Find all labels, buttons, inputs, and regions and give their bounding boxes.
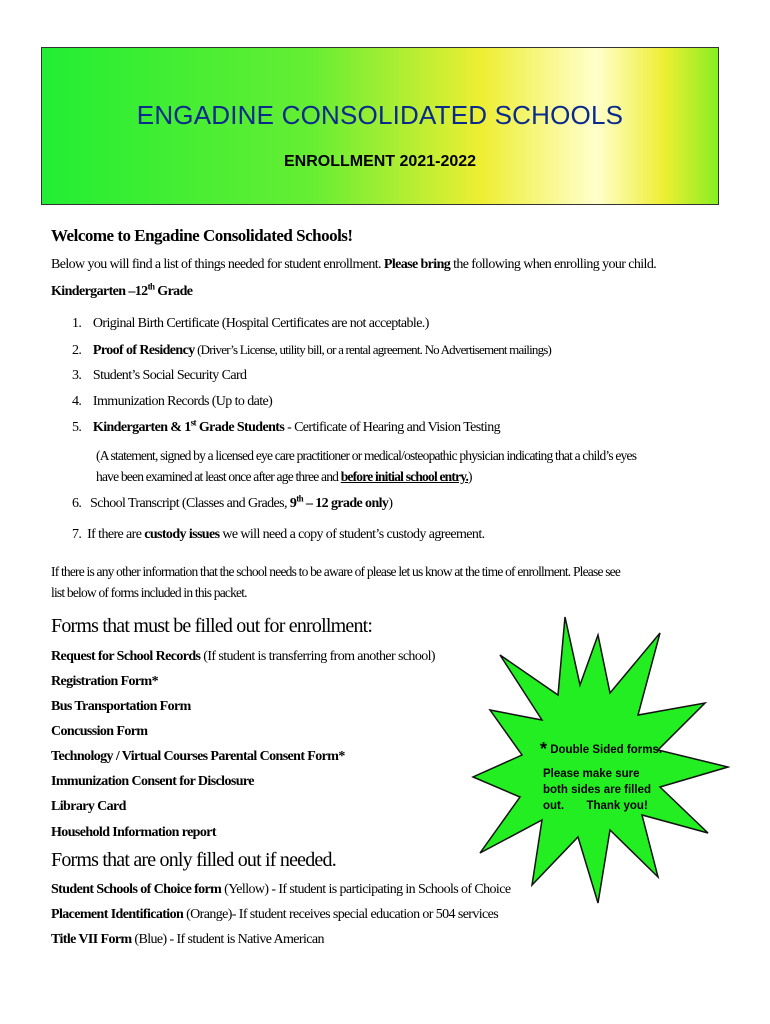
optional-forms-heading: Forms that are only filled out if needed. xyxy=(51,849,336,871)
item5-note-line2: have been examined at least once after age three and before initial school entry.) xyxy=(96,469,472,484)
starburst-shape xyxy=(473,617,728,903)
starburst-line3: both sides are filled xyxy=(543,784,651,796)
form-item: Bus Transportation Form xyxy=(51,699,191,714)
list-item: 2. Proof of Residency (Driver’s License, utility bill, or a rental agreement. No Advertisement mailings) xyxy=(72,342,552,358)
form-item: Technology / Virtual Courses Parental Consent Form* xyxy=(51,749,345,764)
school-title: ENGADINE CONSOLIDATED SCHOOLS xyxy=(136,100,624,130)
starburst-line2: Please make sure xyxy=(543,768,640,780)
starburst-line1: * Double Sided forms. xyxy=(540,739,663,759)
form-item: Registration Form* xyxy=(51,674,159,689)
starburst-line4: out. Thank you! xyxy=(543,800,648,812)
other-info-line2: list below of forms included in this packet. xyxy=(51,585,247,600)
form-item: Immunization Consent for Disclosure xyxy=(51,774,254,789)
grade-range: Kindergarten –12th Grade xyxy=(51,281,193,299)
form-item: Placement Identification (Orange)- If student receives special education or 504 services xyxy=(51,907,499,922)
list-item: 7. If there are custody issues we will need a copy of student’s custody agreement. xyxy=(72,527,485,542)
list-item: 6. School Transcript (Classes and Grades, 9th – 12 grade only) xyxy=(72,493,393,511)
form-item: Concussion Form xyxy=(51,724,148,739)
list-item: 1. Original Birth Certificate (Hospital Certificates are not acceptable.) xyxy=(72,316,429,331)
header-banner xyxy=(41,47,719,205)
item5-note-line1: (A statement, signed by a licensed eye care practitioner or medical/osteopathic physician indicating that a child’s eyes xyxy=(96,448,637,463)
list-item: 3. Student’s Social Security Card xyxy=(72,368,247,383)
starburst-callout xyxy=(470,615,730,905)
welcome-heading: Welcome to Engadine Consolidated Schools! xyxy=(51,226,353,245)
list-item: 4. Immunization Records (Up to date) xyxy=(72,394,273,409)
intro-text: Below you will find a list of things needed for student enrollment. Please bring the following when enrolling your child. xyxy=(51,257,657,272)
form-item: Library Card xyxy=(51,799,126,814)
other-info-line1: If there is any other information that the school needs to be aware of please let us know at the time of enrollment. Please see xyxy=(51,564,621,579)
list-item: 5. Kindergarten & 1st Grade Students - Certificate of Hearing and Vision Testing xyxy=(72,417,501,435)
form-item: Household Information report xyxy=(51,825,216,840)
form-item: Request for School Records (If student is transferring from another school) xyxy=(51,649,435,664)
required-forms-heading: Forms that must be filled out for enrollment: xyxy=(51,615,373,637)
form-item: Student Schools of Choice form (Yellow) - If student is participating in Schools of Choice xyxy=(51,882,511,897)
form-item: Title VII Form (Blue) - If student is Native American xyxy=(51,932,324,947)
enrollment-year: ENROLLMENT 2021-2022 xyxy=(283,153,477,170)
